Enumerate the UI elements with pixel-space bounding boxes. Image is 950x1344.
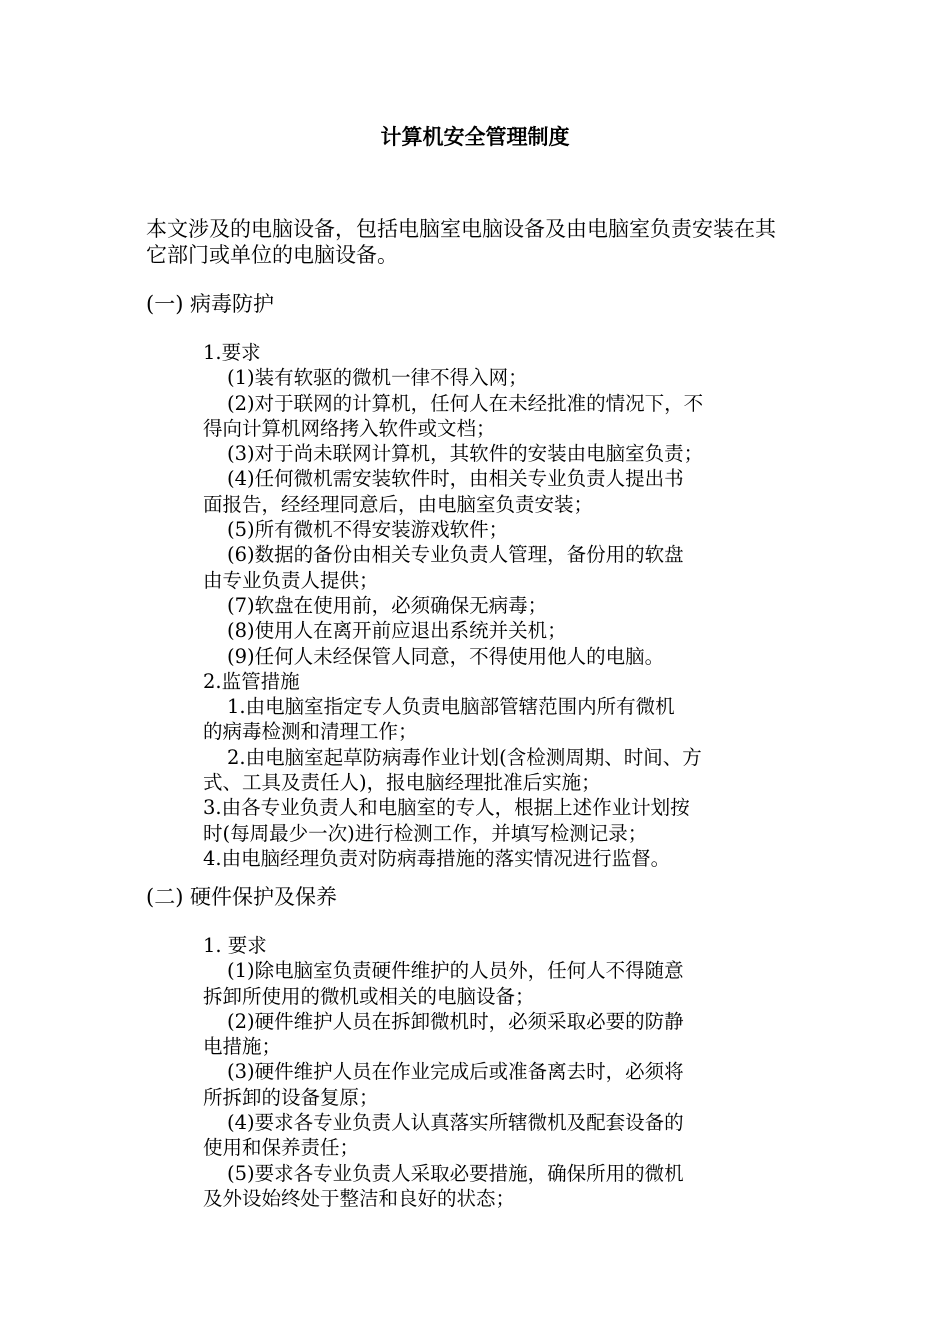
- body-line: (1)装有软驱的微机一律不得入网；: [227, 366, 528, 390]
- section-heading-hardware: (二) 硬件保护及保养: [146, 885, 338, 909]
- body-line: (5)所有微机不得安装游戏软件；: [227, 518, 509, 542]
- body-line: 使用和保养责任；: [203, 1136, 360, 1160]
- intro-paragraph: [146, 216, 816, 268]
- body-line: 得向计算机网络拷入软件或文档；: [203, 416, 496, 440]
- section-body-hardware: [203, 933, 755, 1211]
- intro-line: 它部门或单位的电脑设备。: [146, 243, 398, 267]
- body-line: (7)软盘在使用前，必须确保无病毒；: [227, 593, 548, 617]
- body-line: (3)对于尚未联网计算机，其软件的安装由电脑室负责；: [227, 442, 704, 466]
- body-line: 电措施；: [203, 1035, 282, 1059]
- body-line: 拆卸所使用的微机或相关的电脑设备；: [203, 984, 535, 1008]
- body-line: 面报告，经经理同意后，由电脑室负责安装；: [203, 492, 594, 516]
- section-heading-virus: (一) 病毒防护: [146, 292, 275, 316]
- body-line: (4)要求各专业负责人认真落实所辖微机及配套设备的: [227, 1111, 684, 1135]
- body-line: (2)对于联网的计算机，任何人在未经批准的情况下，不: [227, 391, 704, 415]
- body-line: (6)数据的备份由相关专业负责人管理，备份用的软盘: [227, 543, 684, 567]
- section-body-virus: [203, 340, 755, 871]
- body-line: 的病毒检测和清理工作；: [203, 720, 418, 744]
- body-line: (1)除电脑室负责硬件维护的人员外，任何人不得随意: [227, 959, 684, 983]
- body-line: 及外设始终处于整洁和良好的状态；: [203, 1186, 516, 1210]
- body-line: 1.由电脑室指定专人负责电脑部管辖范围内所有微机: [227, 695, 675, 719]
- body-line: 由专业负责人提供；: [203, 568, 379, 592]
- body-line: (8)使用人在离开前应退出系统并关机；: [227, 619, 567, 643]
- intro-line: 本文涉及的电脑设备，包括电脑室电脑设备及由电脑室负责安装在其: [146, 217, 776, 241]
- body-line: (4)任何微机需安装软件时，由相关专业负责人提出书: [227, 467, 684, 491]
- body-line: (5)要求各专业负责人采取必要措施，确保所用的微机: [227, 1161, 684, 1185]
- body-line: 式、工具及责任人)，报电脑经理批准后实施；: [203, 771, 601, 795]
- document-title: 计算机安全管理制度: [380, 124, 570, 149]
- body-line: 2.由电脑室起草防病毒作业计划(含检测周期、时间、方: [227, 745, 702, 769]
- body-line: 2.监管措施: [203, 669, 300, 693]
- body-line: (9)任何人未经保管人同意，不得使用他人的电脑。: [227, 644, 665, 668]
- body-line: (2)硬件维护人员在拆卸微机时，必须采取必要的防静: [227, 1009, 684, 1033]
- body-line: 所拆卸的设备复原；: [203, 1085, 379, 1109]
- body-line: 1.要求: [203, 341, 261, 364]
- body-line: 4.由电脑经理负责对防病毒措施的落实情况进行监督。: [203, 846, 671, 870]
- body-line: 时(每周最少一次)进行检测工作，并填写检测记录；: [203, 821, 648, 845]
- body-line: 1. 要求: [203, 934, 267, 957]
- body-line: (3)硬件维护人员在作业完成后或准备离去时，必须将: [227, 1060, 684, 1084]
- body-line: 3.由各专业负责人和电脑室的专人，根据上述作业计划按: [203, 796, 690, 820]
